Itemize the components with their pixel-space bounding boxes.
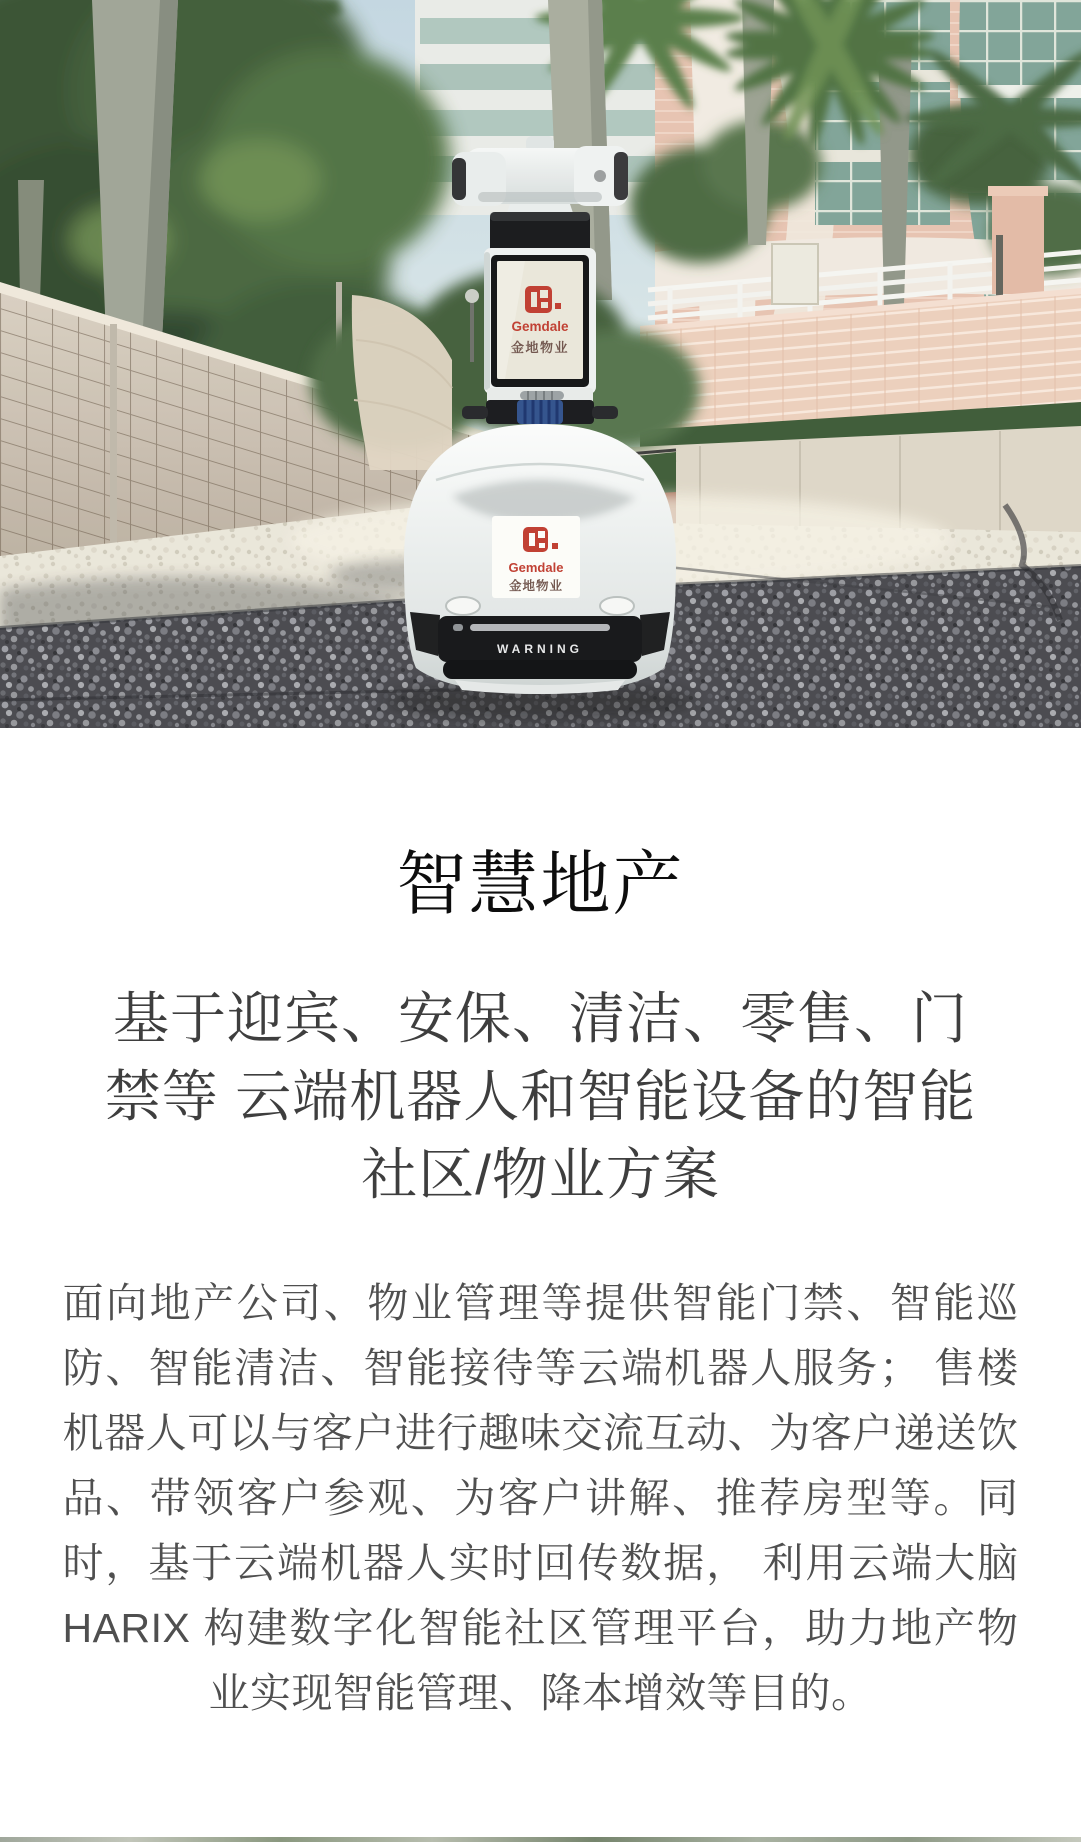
smart-real-estate-section	[0, 728, 1081, 1726]
subtitle-line-2: 禁等 云端机器人和智能设备的智能	[104, 1065, 977, 1128]
section-body: 面向地产公司、物业管理等提供智能门禁、智能巡防、智能清洁、智能接待等云端机器人服务； 售楼机器人可以与客户进行趣味交流互动、为客户递送饮品、带领客户参观、为客户讲解、推荐房型等。同时，基于云端机器人实时回传数据， 利用云端大脑 HARIX 构建数字化智能社区管理平台，助力地产物业实现智能管理、降本增效等目的。	[62, 1280, 1019, 1716]
warning-label: WARNING	[497, 642, 583, 656]
next-section-image-edge	[0, 1837, 1081, 1842]
section-subtitle	[31, 980, 1051, 1214]
screen-brand-cn-text: 金地物业	[510, 340, 570, 355]
robot-street-scene	[0, 0, 1081, 728]
screen-brand-text: Gemdale	[511, 319, 569, 334]
hero-photo	[0, 0, 1081, 728]
subtitle-line-1: 基于迎宾、安保、清洁、零售、门	[113, 987, 968, 1050]
body-brand-text: Gemdale	[508, 560, 564, 575]
subtitle-line-3: 社区/物业方案	[361, 1143, 720, 1206]
section-title: 智慧地产	[396, 845, 685, 923]
body-brand-cn-text: 金地物业	[508, 579, 564, 593]
